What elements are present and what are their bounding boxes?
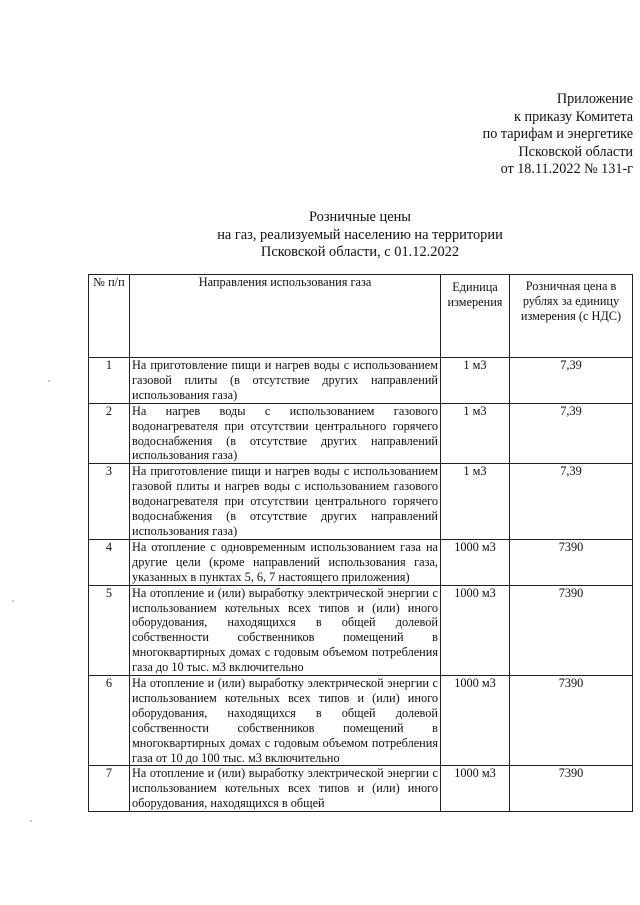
row-unit: 1 м3: [441, 403, 510, 464]
row-unit: 1000 м3: [441, 676, 510, 766]
appendix-line: к приказу Комитета: [514, 108, 633, 125]
title-line: Розничные цены: [309, 209, 411, 225]
table-row: [89, 585, 633, 675]
title-line: на газ, реализуемый населению на территории: [217, 226, 503, 243]
row-direction: На нагрев воды с использованием газового водонагревателя при отсутствии центрального горячего водоснабжения (в отсутствие других направлений использования газа): [130, 403, 441, 464]
header-no: № п/п: [89, 275, 130, 358]
table-row: [89, 464, 633, 540]
header-price: Розничная цена в рублях за единицу измерения (с НДС): [510, 275, 633, 358]
appendix-line: Приложение: [556, 91, 633, 107]
table-row: [89, 766, 633, 812]
row-unit: 1000 м3: [441, 539, 510, 585]
scan-speck: [30, 820, 32, 822]
row-price: 7390: [510, 676, 633, 766]
appendix-block: [483, 91, 633, 179]
table-header-row: [89, 275, 633, 358]
row-no: 2: [89, 403, 130, 464]
row-price: 7,39: [510, 358, 633, 404]
row-direction: На отопление и (или) выработку электрической энергии с использованием котельных всех типов и (или) иного оборудования, находящихся в общей долевой собственности собственников помещений в многоквартирных домах с годовым объемом потребления газа от 10 до 100 тыс. м3 включительно: [130, 676, 441, 766]
header-unit: Единица измерения: [441, 275, 510, 358]
row-no: 7: [89, 766, 130, 812]
table-row: [89, 539, 633, 585]
price-table: [88, 274, 633, 812]
row-unit: 1000 м3: [441, 585, 510, 675]
row-direction: На отопление и (или) выработку электрической энергии с использованием котельных всех типов и (или) иного оборудования, находящихся в общей: [130, 766, 441, 812]
row-price: 7390: [510, 585, 633, 675]
table-row: [89, 358, 633, 404]
row-no: 5: [89, 585, 130, 675]
document-title: [0, 209, 640, 262]
appendix-line: от 18.11.2022 № 131-г: [500, 161, 633, 177]
row-unit: 1 м3: [441, 464, 510, 540]
row-no: 4: [89, 539, 130, 585]
table-row: [89, 676, 633, 766]
row-no: 6: [89, 676, 130, 766]
row-direction: На отопление и (или) выработку электрической энергии с использованием котельных всех типов и (или) иного оборудования, находящихся в общей долевой собственности собственников помещений в многоквартирных домах с годовым объемом потребления газа до 10 тыс. м3 включительно: [130, 585, 441, 675]
title-line: Псковской области, с 01.12.2022: [260, 244, 460, 260]
appendix-line: по тарифам и энергетике: [482, 126, 633, 142]
row-unit: 1 м3: [441, 358, 510, 404]
appendix-line: Псковской области: [518, 143, 633, 160]
row-price: 7,39: [510, 464, 633, 540]
row-unit: 1000 м3: [441, 766, 510, 812]
row-direction: На отопление с одновременным использованием газа на другие цели (кроме направлений использования газа, указанных в пунктах 5, 6, 7 настоящего приложения): [130, 539, 441, 585]
table-row: [89, 403, 633, 464]
scan-speck: [48, 380, 50, 382]
scan-speck: [12, 600, 14, 602]
row-price: 7390: [510, 766, 633, 812]
row-price: 7,39: [510, 403, 633, 464]
row-no: 3: [89, 464, 130, 540]
row-no: 1: [89, 358, 130, 404]
row-direction: На приготовление пищи и нагрев воды с использованием газовой плиты (в отсутствие других направлений использования газа): [130, 358, 441, 404]
header-direction: Направления использования газа: [130, 275, 441, 358]
row-direction: На приготовление пищи и нагрев воды с использованием газовой плиты и нагрев воды с использованием газового водонагревателя при отсутствии центрального горячего водоснабжения (в отсутствие других направлений использования газа): [130, 464, 441, 540]
row-price: 7390: [510, 539, 633, 585]
